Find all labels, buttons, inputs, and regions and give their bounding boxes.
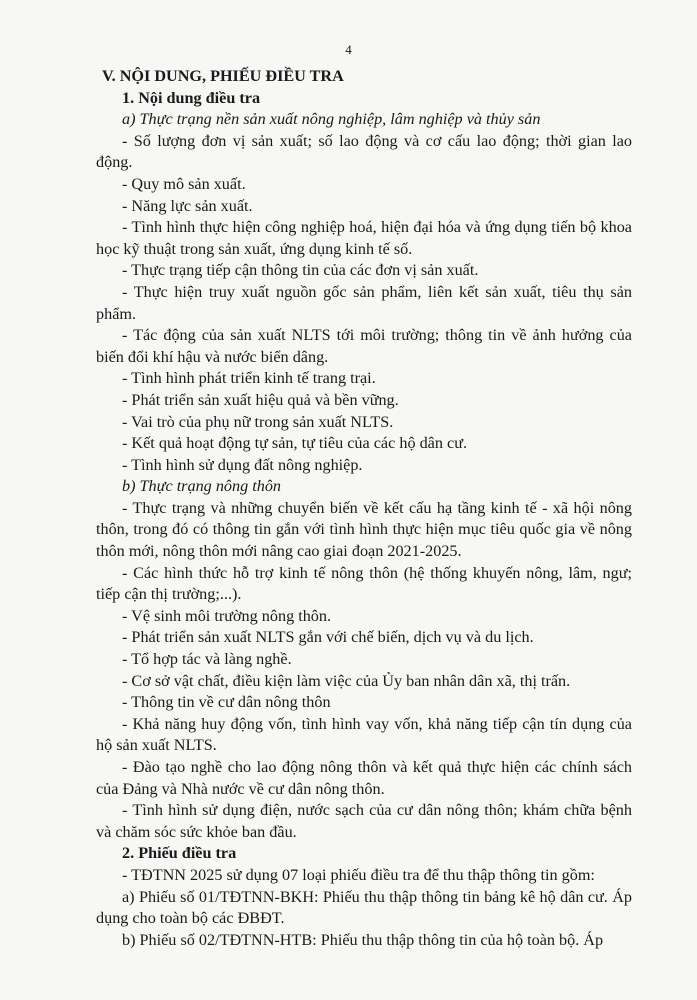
- list-item: a) Phiếu số 01/TĐTNN-BKH: Phiếu thu thập thông tin bảng kê hộ dân cư. Áp dụng cho toàn bộ các ĐBĐT.: [96, 887, 632, 928]
- list-item: - Khả năng huy động vốn, tình hình vay vốn, khả năng tiếp cận tín dụng của hộ sản xuất NLTS.: [96, 714, 632, 755]
- subheading-b: b) Thực trạng nông thôn: [122, 477, 282, 496]
- list-item: - Đào tạo nghề cho lao động nông thôn và kết quả thực hiện các chính sách của Đảng và Nhà nước về cư dân nông thôn.: [96, 758, 632, 798]
- list-item: - Thông tin về cư dân nông thôn: [122, 693, 331, 712]
- list-item: - Cơ sở vật chất, điều kiện làm việc của Ủy ban nhân dân xã, thị trấn.: [122, 671, 571, 690]
- list-item: - Tình hình sử dụng đất nông nghiệp.: [122, 455, 363, 474]
- list-item: - Các hình thức hỗ trợ kinh tế nông thôn (hệ thống khuyến nông, lâm, ngư; tiếp cận thị trường;...).: [96, 563, 632, 604]
- list-item: - Vệ sinh môi trường nông thôn.: [122, 606, 332, 625]
- list-item: - Tổ hợp tác và làng nghề.: [122, 650, 292, 669]
- list-item: - Quy mô sản xuất.: [122, 174, 246, 193]
- section-title: V. NỘI DUNG, PHIẾU ĐIỀU TRA: [102, 67, 344, 85]
- list-item: b) Phiếu số 02/TĐTNN-HTB: Phiếu thu thập thông tin của hộ toàn bộ. Áp: [122, 930, 604, 949]
- page-content: [96, 66, 632, 951]
- list-item: - Tác động của sản xuất NLTS tới môi trường; thông tin về ảnh hưởng của biến đổi khí hậu và nước biển dâng.: [96, 326, 632, 366]
- list-item: - Tình hình phát triển kinh tế trang trại.: [122, 369, 376, 388]
- list-item: - Thực trạng tiếp cận thông tin của các đơn vị sản xuất.: [122, 261, 479, 280]
- heading-survey-forms: 2. Phiếu điều tra: [122, 844, 237, 863]
- list-item: - TĐTNN 2025 sử dụng 07 loại phiếu điều tra để thu thập thông tin gồm:: [122, 865, 595, 884]
- page-number: 4: [345, 42, 352, 57]
- list-item: - Vai trò của phụ nữ trong sản xuất NLTS.: [122, 412, 394, 431]
- subheading-a: a) Thực trạng nền sản xuất nông nghiệp, lâm nghiệp và thủy sản: [122, 110, 541, 129]
- list-item: - Thực trạng và những chuyển biến về kết cấu hạ tầng kinh tế - xã hội nông thôn, trong đó có thông tin gắn với tình hình thực hiện mục tiêu quốc gia về nông thôn mới, nông thôn mới nâng cao giai đoạn 2021-2025.: [96, 498, 632, 561]
- heading-content: 1. Nội dung điều tra: [122, 88, 261, 107]
- list-item: - Phát triển sản xuất NLTS gắn với chế biến, dịch vụ và du lịch.: [122, 628, 534, 647]
- list-item: - Kết quả hoạt động tự sản, tự tiêu của các hộ dân cư.: [122, 434, 468, 453]
- list-item: - Năng lực sản xuất.: [122, 196, 253, 215]
- list-item: - Số lượng đơn vị sản xuất; số lao động và cơ cấu lao động; thời gian lao động.: [96, 131, 632, 172]
- list-item: - Tình hình sử dụng điện, nước sạch của cư dân nông thôn; khám chữa bệnh và chăm sóc sức khỏe ban đầu.: [96, 801, 632, 841]
- list-item: - Thực hiện truy xuất nguồn gốc sản phẩm, liên kết sản xuất, tiêu thụ sản phẩm.: [96, 282, 632, 323]
- list-item: - Tình hình thực hiện công nghiệp hoá, hiện đại hóa và ứng dụng tiến bộ khoa học kỹ thuật trong sản xuất, ứng dụng kinh tế số.: [96, 218, 632, 258]
- list-item: - Phát triển sản xuất hiệu quả và bền vững.: [122, 390, 399, 409]
